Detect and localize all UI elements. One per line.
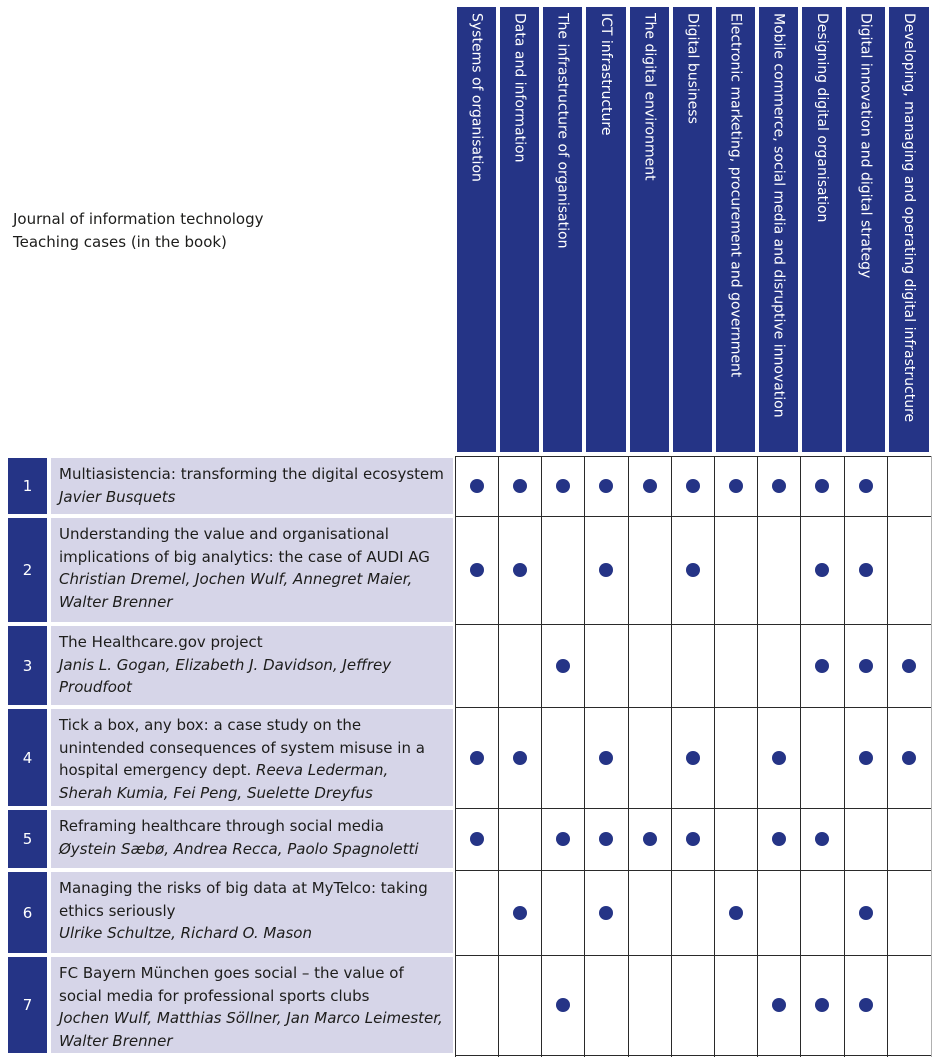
mark-dot [513, 751, 527, 765]
mark-dot [772, 751, 786, 765]
column-header [500, 7, 539, 452]
case-title: Managing the risks of big data at MyTelco: taking ethics seriously [59, 879, 428, 920]
mark-dot [470, 563, 484, 577]
case-authors: Øystein Sæbø, Andrea Recca, Paolo Spagnoletti [59, 839, 419, 858]
mark-dot [470, 751, 484, 765]
mark-dot [859, 906, 873, 920]
grid-hline [455, 808, 931, 809]
mark-dot [599, 906, 613, 920]
case-description [51, 458, 453, 514]
case-title: Reframing healthcare through social media [59, 817, 384, 835]
mark-dot [859, 998, 873, 1012]
mark-dot [815, 998, 829, 1012]
case-title: Tick a box, any box: a case study on the unintended consequences of system misuse in a hospital emergency dept. [59, 716, 425, 779]
grid-vline [584, 456, 585, 1057]
column-header [457, 7, 496, 452]
mark-dot [902, 751, 916, 765]
grid-hline [455, 870, 931, 871]
mark-dot [599, 832, 613, 846]
mark-dot [470, 832, 484, 846]
grid-hline [455, 707, 931, 708]
case-title: Understanding the value and organisational implications of big analytics: the case of AUDI AG [59, 525, 430, 566]
column-header [630, 7, 669, 452]
case-description [51, 872, 453, 953]
case-description [51, 810, 453, 868]
title-line-2: Teaching cases (in the book) [13, 233, 227, 251]
column-header-label: Digital innovation and digital strategy [857, 13, 874, 279]
mark-dot [815, 563, 829, 577]
column-header [759, 7, 798, 452]
mark-dot [729, 906, 743, 920]
mark-dot [859, 479, 873, 493]
column-header-label: Data and information [511, 13, 528, 163]
column-header-label: Developing, managing and operating digital infrastructure [901, 13, 917, 423]
column-header-label: Mobile commerce, social media and disruptive innovation [770, 13, 787, 418]
row-number: 3 [8, 626, 47, 705]
column-header-label: Electronic marketing, procurement and government [727, 13, 744, 378]
mark-dot [643, 832, 657, 846]
column-header [673, 7, 712, 452]
mark-dot [772, 998, 786, 1012]
column-header [586, 7, 626, 452]
column-header-label: The infrastructure of organisation [554, 13, 571, 249]
case-description [51, 957, 453, 1053]
grid-vline [887, 456, 888, 1057]
mark-dot [556, 479, 570, 493]
mark-dot [513, 479, 527, 493]
mark-dot [772, 832, 786, 846]
row-number: 5 [8, 810, 47, 868]
mark-dot [556, 659, 570, 673]
grid-vline [628, 456, 629, 1057]
case-authors: Janis L. Gogan, Elizabeth J. Davidson, Jeffrey Proudfoot [59, 655, 392, 696]
mark-dot [599, 751, 613, 765]
column-header [802, 7, 842, 452]
row-number: 7 [8, 957, 47, 1053]
row-number: 1 [8, 458, 47, 514]
case-title: FC Bayern München goes social – the value of social media for professional sports clubs [59, 964, 404, 1005]
case-authors: Jochen Wulf, Matthias Söllner, Jan Marco Leimester, Walter Brenner [59, 1009, 443, 1050]
mark-dot [815, 832, 829, 846]
mark-dot [859, 751, 873, 765]
mark-dot [686, 832, 700, 846]
mark-dot [599, 563, 613, 577]
grid-vline [714, 456, 715, 1057]
row-number: 6 [8, 872, 47, 953]
grid-hline [455, 624, 931, 625]
column-header-label: ICT infrastructure [598, 13, 614, 136]
mark-dot [599, 479, 613, 493]
mark-dot [815, 479, 829, 493]
column-header-label: Systems of organisation [468, 13, 485, 182]
column-header [543, 7, 582, 452]
mark-dot [470, 479, 484, 493]
grid-hline [455, 516, 931, 517]
mark-dot [643, 479, 657, 493]
grid-vline [671, 456, 672, 1057]
column-header-label: The digital environment [641, 13, 658, 181]
case-authors: Javier Busquets [59, 487, 176, 506]
grid-vline [541, 456, 542, 1057]
grid-hline [455, 456, 931, 457]
mark-dot [902, 659, 916, 673]
column-header [846, 7, 885, 452]
grid-vline [800, 456, 801, 1057]
case-authors: Ulrike Schultze, Richard O. Mason [59, 924, 312, 942]
row-number: 4 [8, 709, 47, 806]
grid-vline [844, 456, 845, 1057]
case-authors: Reeva Lederman, Sherah Kumia, Fei Peng, Suelette Dreyfus [59, 761, 389, 802]
mark-dot [772, 479, 786, 493]
mark-dot [686, 563, 700, 577]
mark-dot [513, 906, 527, 920]
case-description [51, 709, 453, 806]
case-title: Multiasistencia: transforming the digital ecosystem [59, 465, 444, 483]
case-title: The Healthcare.gov project [59, 633, 263, 651]
column-header [889, 7, 929, 452]
column-header [716, 7, 755, 452]
mark-dot [859, 563, 873, 577]
mark-dot [686, 751, 700, 765]
row-number: 2 [8, 518, 47, 622]
column-header-label: Designing digital organisation [814, 13, 830, 223]
mark-dot [513, 563, 527, 577]
grid-vline [757, 456, 758, 1057]
grid-hline [455, 955, 931, 956]
case-authors: Christian Dremel, Jochen Wulf, Annegret Maier, Walter Brenner [59, 570, 413, 611]
title-line-1: Journal of information technology [13, 210, 264, 228]
grid-vline [455, 456, 456, 1057]
mark-dot [686, 479, 700, 493]
case-description [51, 626, 453, 705]
column-header-label: Digital business [684, 13, 701, 124]
mark-dot [556, 832, 570, 846]
grid-vline [498, 456, 499, 1057]
grid-vline [931, 456, 932, 1057]
mark-dot [859, 659, 873, 673]
mark-dot [729, 479, 743, 493]
grid-hline [455, 1055, 931, 1056]
mark-dot [815, 659, 829, 673]
mark-dot [556, 998, 570, 1012]
table-title [13, 208, 264, 254]
case-description [51, 518, 453, 622]
